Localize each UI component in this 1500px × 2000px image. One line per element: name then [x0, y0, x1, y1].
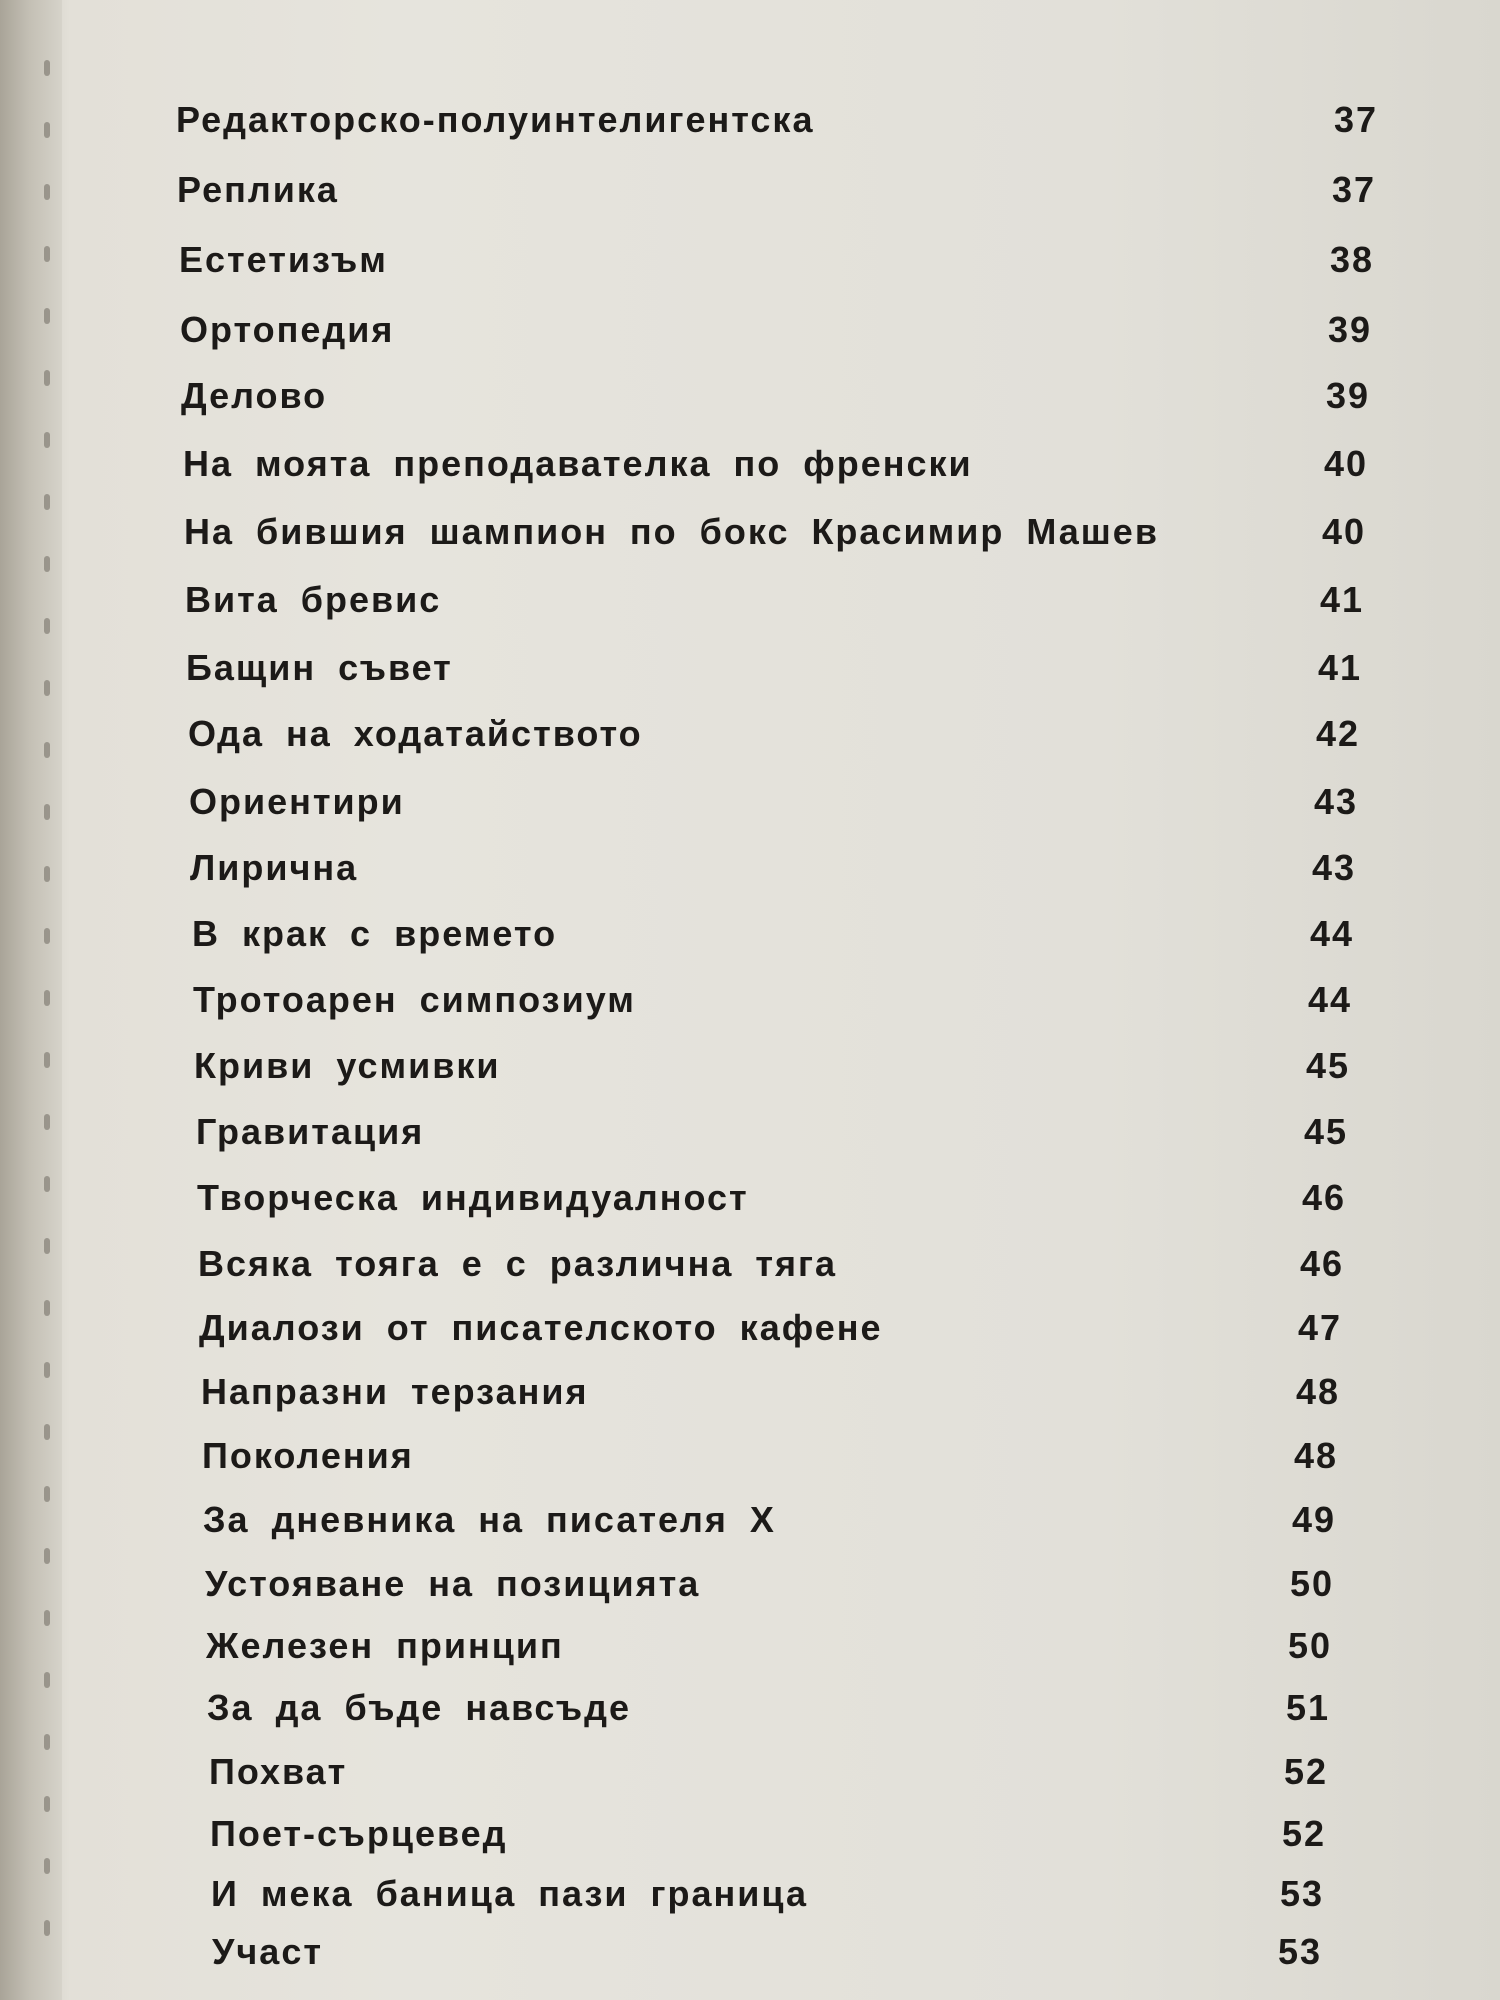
toc-entry-title: Лирична [190, 847, 359, 888]
toc-entry-page: 46 [1299, 1243, 1344, 1284]
toc-entry-title: Ориентири [189, 781, 405, 822]
toc-entry [202, 1428, 1500, 1484]
toc-entry [176, 92, 1500, 148]
toc-entry [181, 368, 1500, 424]
toc-entry-page: 38 [1329, 239, 1374, 280]
toc-entry-page: 52 [1281, 1813, 1326, 1854]
toc-entry-page: 40 [1321, 511, 1366, 552]
toc-entry [177, 162, 1500, 218]
toc-entry-page: 40 [1323, 443, 1368, 484]
toc-entry-page: 49 [1291, 1499, 1336, 1540]
toc-entry [189, 774, 1500, 830]
toc-entry [192, 906, 1500, 962]
toc-entry [203, 1492, 1500, 1548]
toc-entry-title: Бащин съвет [186, 647, 453, 688]
toc-entry [196, 1104, 1500, 1160]
toc-entry-page: 48 [1295, 1371, 1340, 1412]
toc-entry-title: Похват [209, 1751, 348, 1792]
toc-entry [183, 436, 1500, 492]
toc-entry [188, 706, 1500, 762]
toc-entry-page: 41 [1319, 579, 1364, 620]
toc-entry [194, 1038, 1500, 1094]
toc-entry-title: Криви усмивки [194, 1045, 501, 1086]
toc-entry-title: Вита бревис [185, 579, 442, 620]
toc-entry-title: Участ [212, 1931, 323, 1972]
toc-entry-page: 37 [1333, 99, 1378, 140]
toc-entry-page: 43 [1313, 781, 1358, 822]
toc-entry [184, 504, 1500, 560]
toc-entry [186, 640, 1500, 696]
toc-entry-page: 50 [1289, 1563, 1334, 1604]
toc-entry-title: Делово [181, 375, 328, 416]
toc-entry-title: Поет-сърцевед [210, 1813, 508, 1854]
toc-entry-title: Реплика [177, 169, 339, 210]
toc-entry [201, 1364, 1500, 1420]
toc-entry [190, 840, 1500, 896]
toc-entry-page: 41 [1317, 647, 1362, 688]
toc-entry-page: 42 [1315, 713, 1360, 754]
toc-entry-page: 45 [1305, 1045, 1350, 1086]
toc-entry [179, 232, 1500, 288]
toc-entry [210, 1806, 1500, 1862]
toc-entry-title: За да бъде навсъде [207, 1687, 631, 1728]
toc-entry-title: Поколения [202, 1435, 414, 1476]
toc-entry-title: На бившия шампион по бокс Красимир Машев [184, 511, 1159, 552]
toc-entry [207, 1680, 1500, 1736]
toc-entry [185, 572, 1500, 628]
toc-entry-title: Железен принцип [206, 1625, 564, 1666]
toc-entry-title: Редакторско-полуинтелигентска [176, 99, 815, 140]
toc-entry-page: 39 [1325, 375, 1370, 416]
toc-entry [193, 972, 1500, 1028]
toc-entry-title: За дневника на писателя X [203, 1499, 776, 1540]
toc-entry-title: Ортопедия [180, 309, 395, 350]
toc-entry-title: На моята преподавателка по френски [183, 443, 973, 484]
toc-entry-title: Творческа индивидуалност [197, 1177, 749, 1218]
toc-entry-page: 43 [1311, 847, 1356, 888]
toc-entry [198, 1236, 1500, 1292]
toc-entry-page: 48 [1293, 1435, 1338, 1476]
toc-entry-page: 45 [1303, 1111, 1348, 1152]
toc-entry-title: Тротоарен симпозиум [193, 979, 636, 1020]
toc-entry [209, 1744, 1500, 1800]
toc-entry [180, 302, 1500, 358]
toc-entry-page: 37 [1331, 169, 1376, 210]
toc-entry-title: Ода на ходатайството [188, 713, 643, 754]
toc-entry-title: Всяка тояга е с различна тяга [198, 1243, 837, 1284]
toc-entry [199, 1300, 1500, 1356]
toc-entry-title: Устояване на позицията [205, 1563, 701, 1604]
toc-entry-title: Напразни терзания [201, 1371, 589, 1412]
toc-entry [197, 1170, 1500, 1226]
toc-entry-page: 52 [1283, 1751, 1328, 1792]
toc-entry-page: 50 [1287, 1625, 1332, 1666]
toc-entry-title: В крак с времето [192, 913, 558, 954]
toc-entry-title: Диалози от писателското кафене [199, 1307, 883, 1348]
toc-entry-title: И мека баница пази граница [211, 1873, 809, 1914]
toc-entry [206, 1618, 1500, 1674]
toc-entry-page: 44 [1307, 979, 1352, 1020]
toc-entry-title: Гравитация [196, 1111, 425, 1152]
toc-entry-page: 47 [1297, 1307, 1342, 1348]
toc-entry-page: 53 [1277, 1931, 1322, 1972]
toc-entry-page: 44 [1309, 913, 1354, 954]
toc-entry-page: 39 [1327, 309, 1372, 350]
toc-entry [211, 1866, 1500, 1922]
toc-entry-title: Естетизъм [179, 239, 388, 280]
toc-entry-page: 46 [1301, 1177, 1346, 1218]
toc-entry-page: 53 [1279, 1873, 1324, 1914]
toc-entry-page: 51 [1285, 1687, 1330, 1728]
toc-entry [212, 1924, 1500, 1980]
toc-entry [205, 1556, 1500, 1612]
